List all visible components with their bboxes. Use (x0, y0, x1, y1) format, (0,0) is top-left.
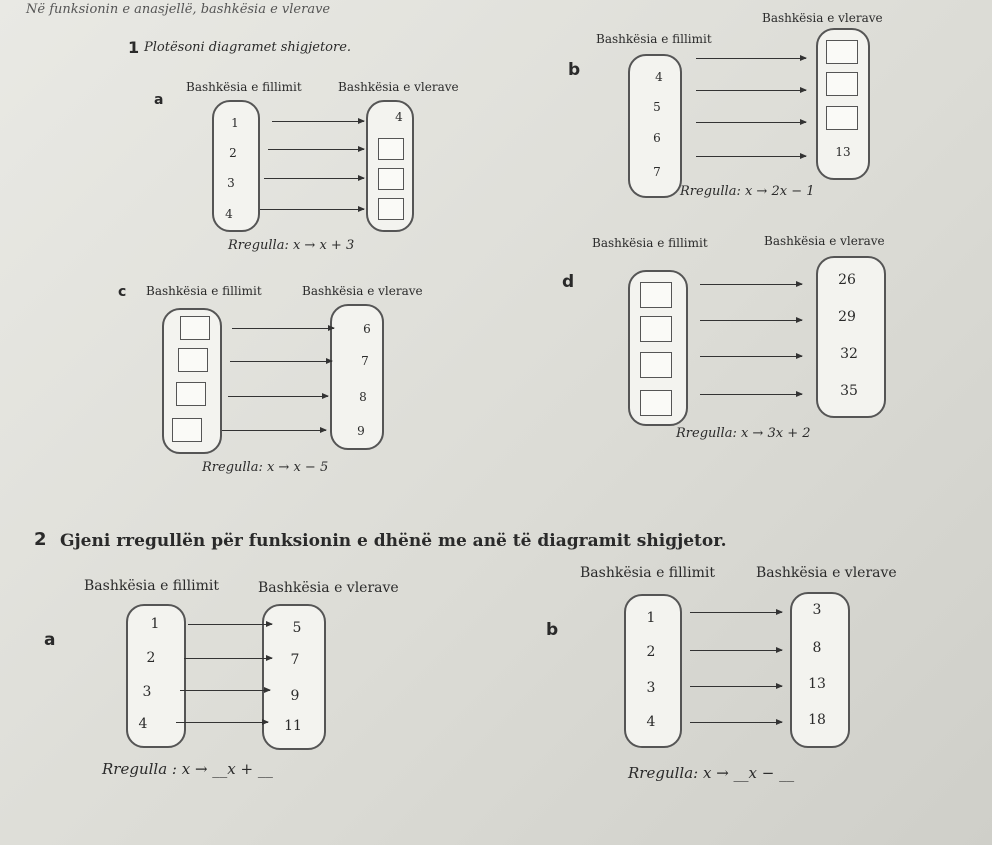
part-1b-domain-value: 7 (653, 165, 661, 179)
part-2b-range-value: 13 (808, 676, 826, 692)
exercise-2-number: 2 (34, 529, 47, 550)
mapping-arrow (696, 58, 806, 59)
part-2a-rule: Rregulla : x → __x + __ (102, 760, 273, 778)
part-1d-domain-title: Bashkësia e fillimit (592, 236, 708, 250)
part-1a-answer-box[interactable] (378, 168, 404, 190)
part-1d-range-title: Bashkësia e vlerave (764, 234, 885, 248)
part-1b-rule: Rregulla: x → 2x − 1 (680, 184, 815, 199)
part-1d-label: d (562, 272, 575, 292)
part-1d-rule: Rregulla: x → 3x + 2 (676, 426, 811, 441)
part-1c-range-value: 6 (363, 322, 371, 336)
part-1c-answer-box[interactable] (172, 418, 202, 442)
part-1a-answer-box[interactable] (378, 138, 404, 160)
part-1b-answer-box[interactable] (826, 72, 858, 96)
part-1c-range-title: Bashkësia e vlerave (302, 284, 423, 298)
mapping-arrow (272, 121, 364, 122)
exercise-1-instruction: Plotësoni diagramet shigjetore. (144, 40, 352, 55)
part-2b-range-title: Bashkësia e vlerave (756, 565, 897, 581)
part-1c-label: c (118, 284, 127, 300)
part-2b-domain-value: 2 (646, 644, 656, 660)
part-1c-domain-title: Bashkësia e fillimit (146, 284, 262, 298)
part-2b-range-value: 18 (808, 712, 826, 728)
part-2b-domain-value: 4 (646, 714, 656, 730)
mapping-arrow (264, 178, 364, 179)
part-1a-rule: Rregulla: x → x + 3 (228, 238, 355, 253)
part-2a-domain-value: 1 (150, 616, 160, 632)
mapping-arrow (690, 612, 782, 613)
part-1b-answer-box[interactable] (826, 106, 858, 130)
part-1a-domain-title: Bashkësia e fillimit (186, 80, 302, 94)
part-1d-range-value: 26 (838, 272, 856, 288)
part-2b-range-value: 8 (812, 640, 822, 656)
part-2a-range-value: 9 (290, 688, 300, 704)
part-2a-label: a (44, 630, 56, 650)
part-1d-answer-box[interactable] (640, 390, 672, 416)
mapping-arrow (228, 396, 328, 397)
part-1a-domain-value: 4 (225, 207, 233, 221)
part-1a-label: a (154, 92, 164, 108)
part-2a-range-value: 11 (284, 718, 302, 734)
mapping-arrow (700, 394, 802, 395)
part-1b-domain-value: 5 (653, 100, 661, 114)
mapping-arrow (230, 361, 332, 362)
mapping-arrow (268, 149, 364, 150)
part-1b-range-title: Bashkësia e vlerave (762, 11, 883, 25)
part-2b-domain-value: 3 (646, 680, 656, 696)
mapping-arrow (700, 356, 802, 357)
mapping-arrow (232, 328, 334, 329)
part-1d-answer-box[interactable] (640, 316, 672, 342)
part-2a-range-title: Bashkësia e vlerave (258, 580, 399, 596)
part-1d-answer-box[interactable] (640, 282, 672, 308)
part-1b-range-value: 13 (835, 145, 851, 159)
part-1b-domain-value: 4 (655, 70, 663, 84)
part-1c-answer-box[interactable] (180, 316, 210, 340)
mapping-arrow (222, 430, 326, 431)
part-1b-domain-value: 6 (653, 131, 661, 145)
mapping-arrow (176, 722, 268, 723)
part-2a-domain-value: 3 (142, 684, 152, 700)
part-1b-label: b (568, 60, 581, 80)
part-1c-range-value: 8 (359, 390, 367, 404)
part-2a-range-value: 5 (292, 620, 302, 636)
mapping-arrow (696, 156, 806, 157)
mapping-arrow (696, 90, 806, 91)
part-1d-range-value: 35 (840, 383, 858, 399)
exercise-1-number: 1 (128, 38, 140, 57)
part-1b-domain-title: Bashkësia e fillimit (596, 32, 712, 46)
mapping-arrow (690, 650, 782, 651)
part-1c-rule: Rregulla: x → x − 5 (202, 460, 329, 475)
part-2b-domain-title: Bashkësia e fillimit (580, 565, 715, 581)
part-1a-range-value: 4 (395, 110, 403, 124)
part-1c-answer-box[interactable] (178, 348, 208, 372)
part-1d-range-value: 29 (838, 309, 856, 325)
mapping-arrow (700, 320, 802, 321)
mapping-arrow (690, 722, 782, 723)
part-2b-range-value: 3 (812, 602, 822, 618)
part-1a-answer-box[interactable] (378, 198, 404, 220)
mapping-arrow (180, 690, 270, 691)
mapping-arrow (696, 122, 806, 123)
part-2a-domain-value: 2 (146, 650, 156, 666)
part-1b-answer-box[interactable] (826, 40, 858, 64)
part-1c-answer-box[interactable] (176, 382, 206, 406)
part-2a-domain-value: 4 (138, 716, 148, 732)
part-2b-label: b (546, 620, 559, 640)
exercise-2-instruction: Gjeni rregullën për funksionin e dhënë me anë të diagramit shigjetor. (60, 531, 727, 551)
mapping-arrow (700, 284, 802, 285)
part-1a-range-title: Bashkësia e vlerave (338, 80, 459, 94)
part-2a-range-value: 7 (290, 652, 300, 668)
part-2b-domain-value: 1 (646, 610, 656, 626)
mapping-arrow (260, 209, 364, 210)
mapping-arrow (690, 686, 782, 687)
part-1c-range-value: 7 (361, 354, 369, 368)
part-2b-rule: Rregulla: x → __x − __ (628, 764, 795, 782)
part-1d-answer-box[interactable] (640, 352, 672, 378)
mapping-arrow (184, 658, 272, 659)
part-1a-domain-value: 1 (231, 116, 239, 130)
header-text: Në funksionin e anasjellë, bashkësia e vlerave (26, 2, 331, 17)
part-1d-range-value: 32 (840, 346, 858, 362)
part-1c-range-value: 9 (357, 424, 365, 438)
part-2a-domain-title: Bashkësia e fillimit (84, 578, 219, 594)
part-1a-domain-value: 3 (227, 176, 235, 190)
part-1a-domain-value: 2 (229, 146, 237, 160)
mapping-arrow (188, 624, 272, 625)
